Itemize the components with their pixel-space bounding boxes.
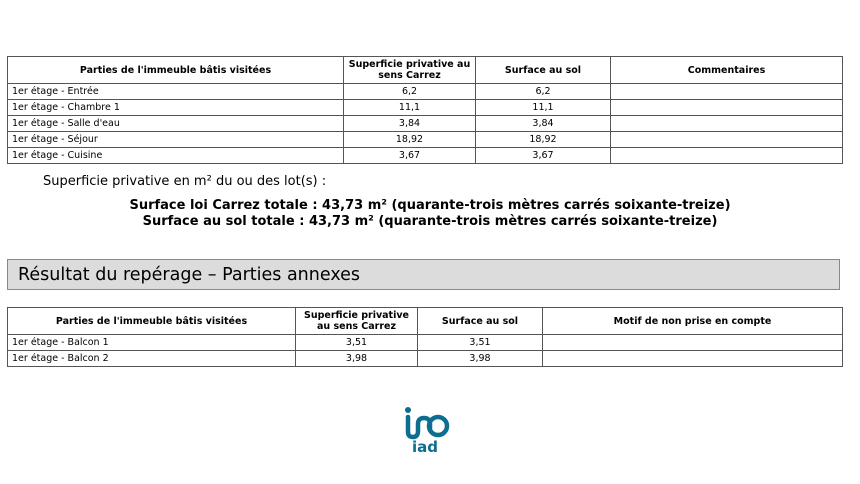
carrez-value: 3,51 <box>296 335 418 351</box>
comment-cell <box>611 116 843 132</box>
table-row <box>8 132 843 148</box>
room-name: 1er étage - Entrée <box>8 84 344 100</box>
section-title: Résultat du repérage – Parties annexes <box>18 265 361 285</box>
comment-cell <box>611 148 843 164</box>
sol-value: 3,84 <box>476 116 611 132</box>
table-header-row <box>8 57 843 84</box>
table-row <box>8 116 843 132</box>
room-name: 1er étage - Chambre 1 <box>8 100 344 116</box>
motif-cell <box>543 335 843 351</box>
annex-name: 1er étage - Balcon 2 <box>8 351 296 367</box>
header-parties: Parties de l'immeuble bâtis visitées <box>8 57 344 84</box>
table-row <box>8 351 843 367</box>
table-row <box>8 100 843 116</box>
sol-value: 18,92 <box>476 132 611 148</box>
table-row <box>8 148 843 164</box>
table-row <box>8 335 843 351</box>
carrez-value: 11,1 <box>344 100 476 116</box>
header-parties: Parties de l'immeuble bâtis visitées <box>8 308 296 335</box>
carrez-value: 3,98 <box>296 351 418 367</box>
comment-cell <box>611 100 843 116</box>
room-name: 1er étage - Séjour <box>8 132 344 148</box>
sol-value: 3,67 <box>476 148 611 164</box>
annex-name: 1er étage - Balcon 1 <box>8 335 296 351</box>
motif-cell <box>543 351 843 367</box>
carrez-value: 3,84 <box>344 116 476 132</box>
comment-cell <box>611 132 843 148</box>
header-commentaires: Commentaires <box>611 57 843 84</box>
sol-value: 3,98 <box>418 351 543 367</box>
carrez-total: Surface loi Carrez totale : 43,73 m² (quarante-trois mètres carrés soixante-treize) <box>129 198 731 213</box>
sol-value: 11,1 <box>476 100 611 116</box>
iad-logo-icon <box>402 406 452 440</box>
room-name: 1er étage - Cuisine <box>8 148 344 164</box>
header-surface-sol: Surface au sol <box>418 308 543 335</box>
iad-logo <box>402 406 458 460</box>
logo-text: iad <box>411 438 438 456</box>
sol-value: 6,2 <box>476 84 611 100</box>
sol-value: 3,51 <box>418 335 543 351</box>
header-carrez: Superficie privative au sens Carrez <box>296 308 418 335</box>
carrez-value: 3,67 <box>344 148 476 164</box>
annexes-table <box>7 307 843 367</box>
section-header <box>7 259 840 290</box>
summary-intro: Superficie privative en m² du ou des lot(s) : <box>43 174 327 189</box>
header-motif: Motif de non prise en compte <box>543 308 843 335</box>
table-header-row <box>8 308 843 335</box>
sol-total: Surface au sol totale : 43,73 m² (quarante-trois mètres carrés soixante-treize) <box>142 214 718 229</box>
carrez-value: 18,92 <box>344 132 476 148</box>
header-surface-sol: Surface au sol <box>476 57 611 84</box>
table-row <box>8 84 843 100</box>
carrez-value: 6,2 <box>344 84 476 100</box>
comment-cell <box>611 84 843 100</box>
header-carrez: Superficie privative au sens Carrez <box>344 57 476 84</box>
room-name: 1er étage - Salle d'eau <box>8 116 344 132</box>
surfaces-table <box>7 56 843 164</box>
